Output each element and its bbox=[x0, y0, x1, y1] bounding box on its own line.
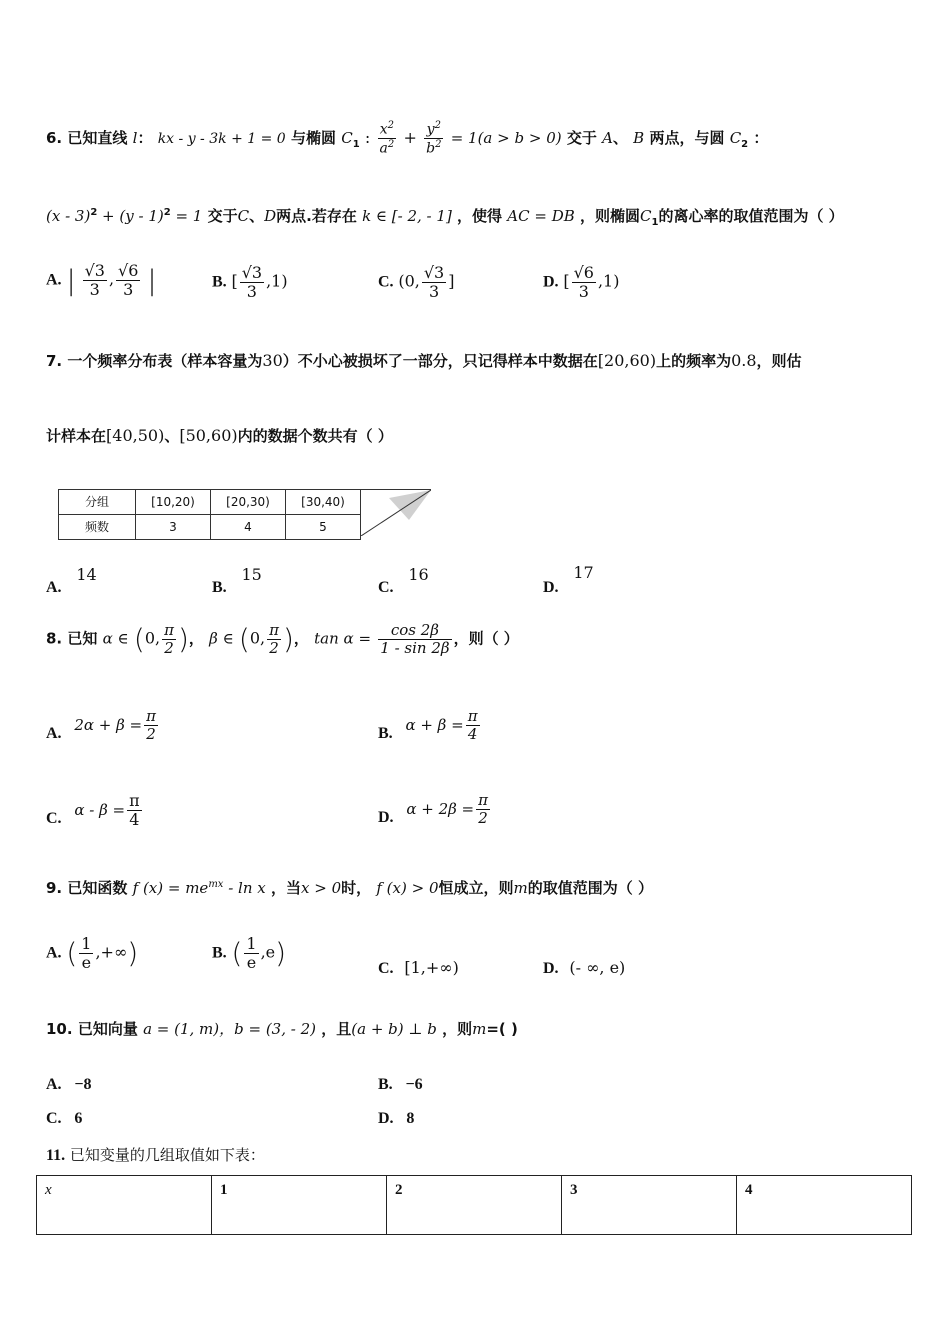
question-7-line1: 7. 一个频率分布表（样本容量为30）不小心被损坏了一部分，只记得样本中数据在[20,60)上的频率为0.8，则估 bbox=[46, 351, 802, 370]
q9-option-d[interactable]: D. (- ∞, e) bbox=[543, 958, 626, 977]
q7-option-a[interactable]: A. 14 bbox=[46, 565, 97, 596]
q8-option-c[interactable]: C. α - β = $\frac{\pi}{4}$ bbox=[46, 791, 140, 829]
table-cell: x bbox=[37, 1176, 212, 1235]
table-cell: 3 bbox=[562, 1176, 737, 1235]
table-cell: [10,20) bbox=[136, 490, 211, 515]
table-cell: 4 bbox=[211, 514, 286, 539]
question-7-line2: 计样本在[40,50)、[50,60)内的数据个数共有（ ） bbox=[46, 426, 393, 445]
q6-option-a[interactable]: A. | $\frac{√3}{3}$ , $\frac{√6}{3}$ | bbox=[46, 261, 157, 299]
q8-option-b[interactable]: B. α + β = $\frac{\pi}{4}$ bbox=[378, 707, 478, 743]
table-cell: 5 bbox=[286, 514, 361, 539]
question-6-line2: (x - 3)$^2$ + (y - 1)$^2$ = 1 交于C、D两点.若存在 k ∈ [- 2, - 1] ，使得 AC = DB ，则椭圆$C_1$的离心率的取值范围为（ ） bbox=[46, 207, 844, 228]
q9-option-c[interactable]: C. [1,+∞) bbox=[378, 958, 459, 977]
question-9: 9. 已知函数 f $(x) = me^{mx} - \ln x$ ，当x > 0时， f (x) > 0恒成立，则m的取值范围为（ ） bbox=[46, 879, 653, 897]
question-8: 8. 已知 α ∈ (0, $\frac{\pi}{2}$ )， β ∈ (0, $\frac{\pi}{2}$ )， tan α = $\frac{\cos 2\beta}{1 - \sin 2\beta}$ ，则（ ） bbox=[46, 621, 519, 657]
torn-paper-icon bbox=[361, 490, 431, 536]
q7-option-d[interactable]: D. 17 bbox=[543, 563, 594, 596]
q10-option-c[interactable]: C. 6 bbox=[46, 1110, 83, 1127]
q9-option-a[interactable]: A. ( $\frac{1}{e}$ ,+∞) bbox=[46, 934, 139, 972]
frequency-table bbox=[58, 489, 431, 540]
q6-option-d[interactable]: D. [ $\frac{√6}{3}$ ,1) bbox=[543, 263, 620, 301]
q8-option-d[interactable]: D. α + 2β = $\frac{\pi}{2}$ bbox=[378, 791, 488, 827]
q6-option-c[interactable]: C. (0, $\frac{√3}{3}$ ] bbox=[378, 263, 455, 301]
question-10: 10. 已知向量 a = (1, m)，b = (3, - 2) ，且(a + b) ⊥ b ，则m=( ) bbox=[46, 1020, 518, 1038]
q10-option-a[interactable]: A. −8 bbox=[46, 1076, 92, 1093]
table-cell: 1 bbox=[212, 1176, 387, 1235]
table-cell: 4 bbox=[737, 1176, 912, 1235]
q6-option-b[interactable]: B. [ $\frac{√3}{3}$ ,1) bbox=[212, 263, 288, 301]
question-6-line1: 6. 已知直线 l： kx - y - 3k + 1 = 0 与椭圆 $C_1$ : $\frac{x^2}{a^2}$ + $\frac{y^2}{b^2}$ = 1(a > b > 0) 交于 A、 B 两点，与圆 $C_2$ ： bbox=[46, 120, 769, 157]
table-header-group: 分组 bbox=[59, 490, 136, 515]
table-cell: 3 bbox=[136, 514, 211, 539]
table-cell: [20,30) bbox=[211, 490, 286, 515]
q7-option-b[interactable]: B. 15 bbox=[212, 565, 262, 596]
q10-option-d[interactable]: D. 8 bbox=[378, 1110, 415, 1127]
q7-option-c[interactable]: C. 16 bbox=[378, 565, 429, 596]
question-11: 11. 已知变量的几组取值如下表： bbox=[46, 1146, 265, 1164]
table-cell: [30,40) bbox=[286, 490, 361, 515]
q9-option-b[interactable]: B. ( $\frac{1}{e}$ ,e) bbox=[212, 934, 287, 972]
q10-option-b[interactable]: B. −6 bbox=[378, 1076, 423, 1093]
variable-table bbox=[36, 1175, 912, 1235]
table-cell: 2 bbox=[387, 1176, 562, 1235]
table-header-count: 频数 bbox=[59, 514, 136, 539]
q8-option-a[interactable]: A. 2α + β = $\frac{\pi}{2}$ bbox=[46, 707, 156, 743]
torn-corner bbox=[361, 490, 432, 540]
